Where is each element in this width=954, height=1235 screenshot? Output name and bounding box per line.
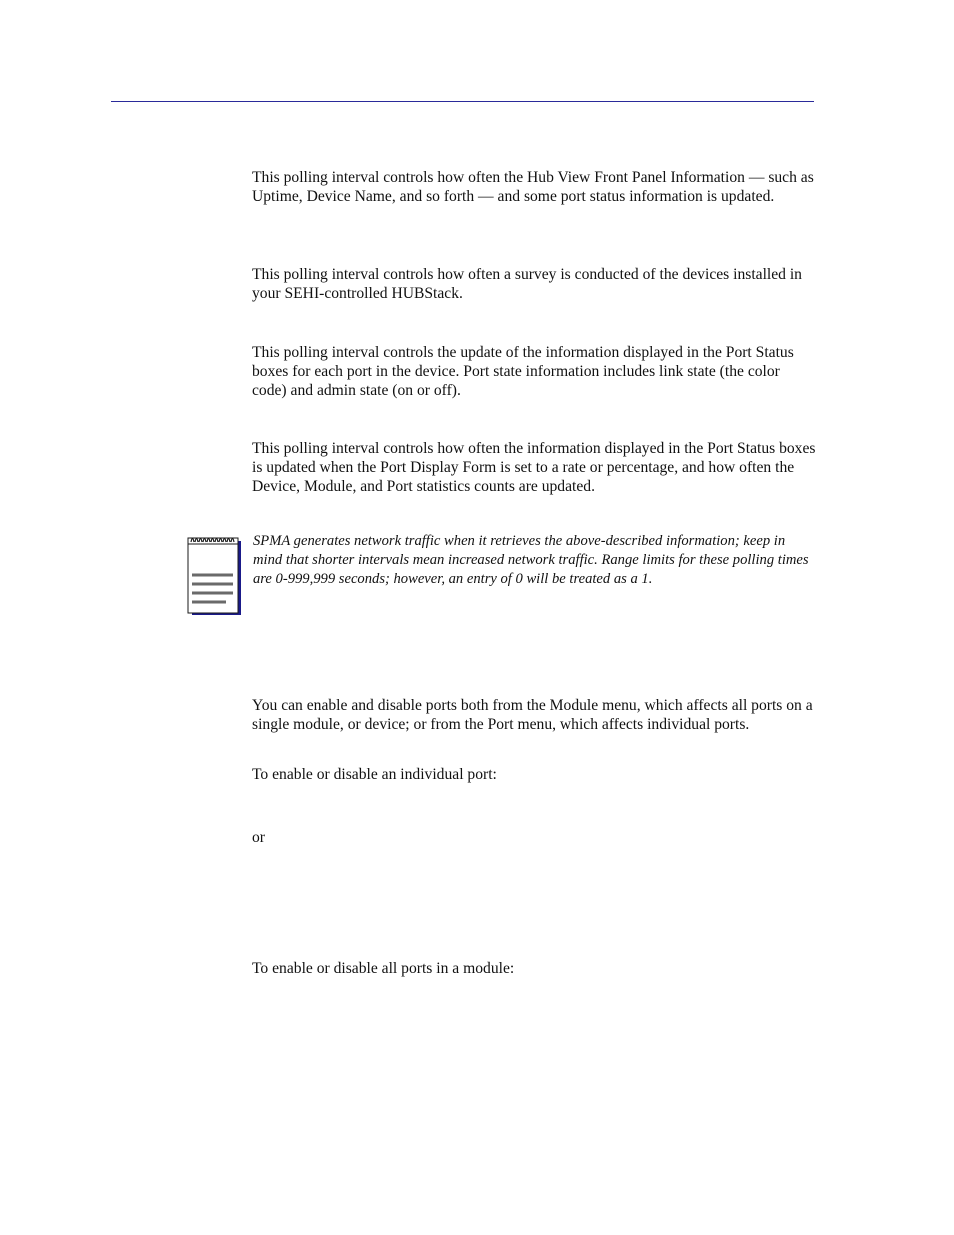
header-rule xyxy=(111,101,814,102)
paragraph-device-survey-polling: This polling interval controls how often a survey is conducted of the devices installed in your SEHI-controlled HUBStack. xyxy=(252,266,802,302)
paragraph-enable-disable-ports: You can enable and disable ports both from the Module menu, which affects all ports on a single module, or device; or from the Port menu, which affects individual ports. xyxy=(252,697,813,733)
note-text: SPMA generates network traffic when it retrieves the above-described information; keep in mind that shorter intervals mean increased network traffic. Range limits for these polling times are 0-999,999 seconds; however, an entry of 0 will be treated as a 1. xyxy=(253,533,809,588)
paragraph-enable-module-ports: To enable or disable all ports in a module: xyxy=(252,960,515,977)
paragraph-enable-individual-port: To enable or disable an individual port: xyxy=(252,766,497,783)
paragraph-statistics-polling: This polling interval controls how often the information displayed in the Port Status boxes is updated when the Port Display Form is set to a rate or percentage, and how often the Device, Module, and Port statistics counts are updated. xyxy=(252,440,816,495)
paragraph-or: or xyxy=(252,829,265,846)
notepad-icon xyxy=(186,533,244,617)
paragraph-front-panel-polling: This polling interval controls how often the Hub View Front Panel Information — such as Uptime, Device Name, and so forth — and some port status information is updated. xyxy=(252,169,814,205)
paragraph-port-status-polling: This polling interval controls the update of the information displayed in the Port Status boxes for each port in the device. Port state information includes link state (the color code) and admin state (on or off). xyxy=(252,344,794,399)
